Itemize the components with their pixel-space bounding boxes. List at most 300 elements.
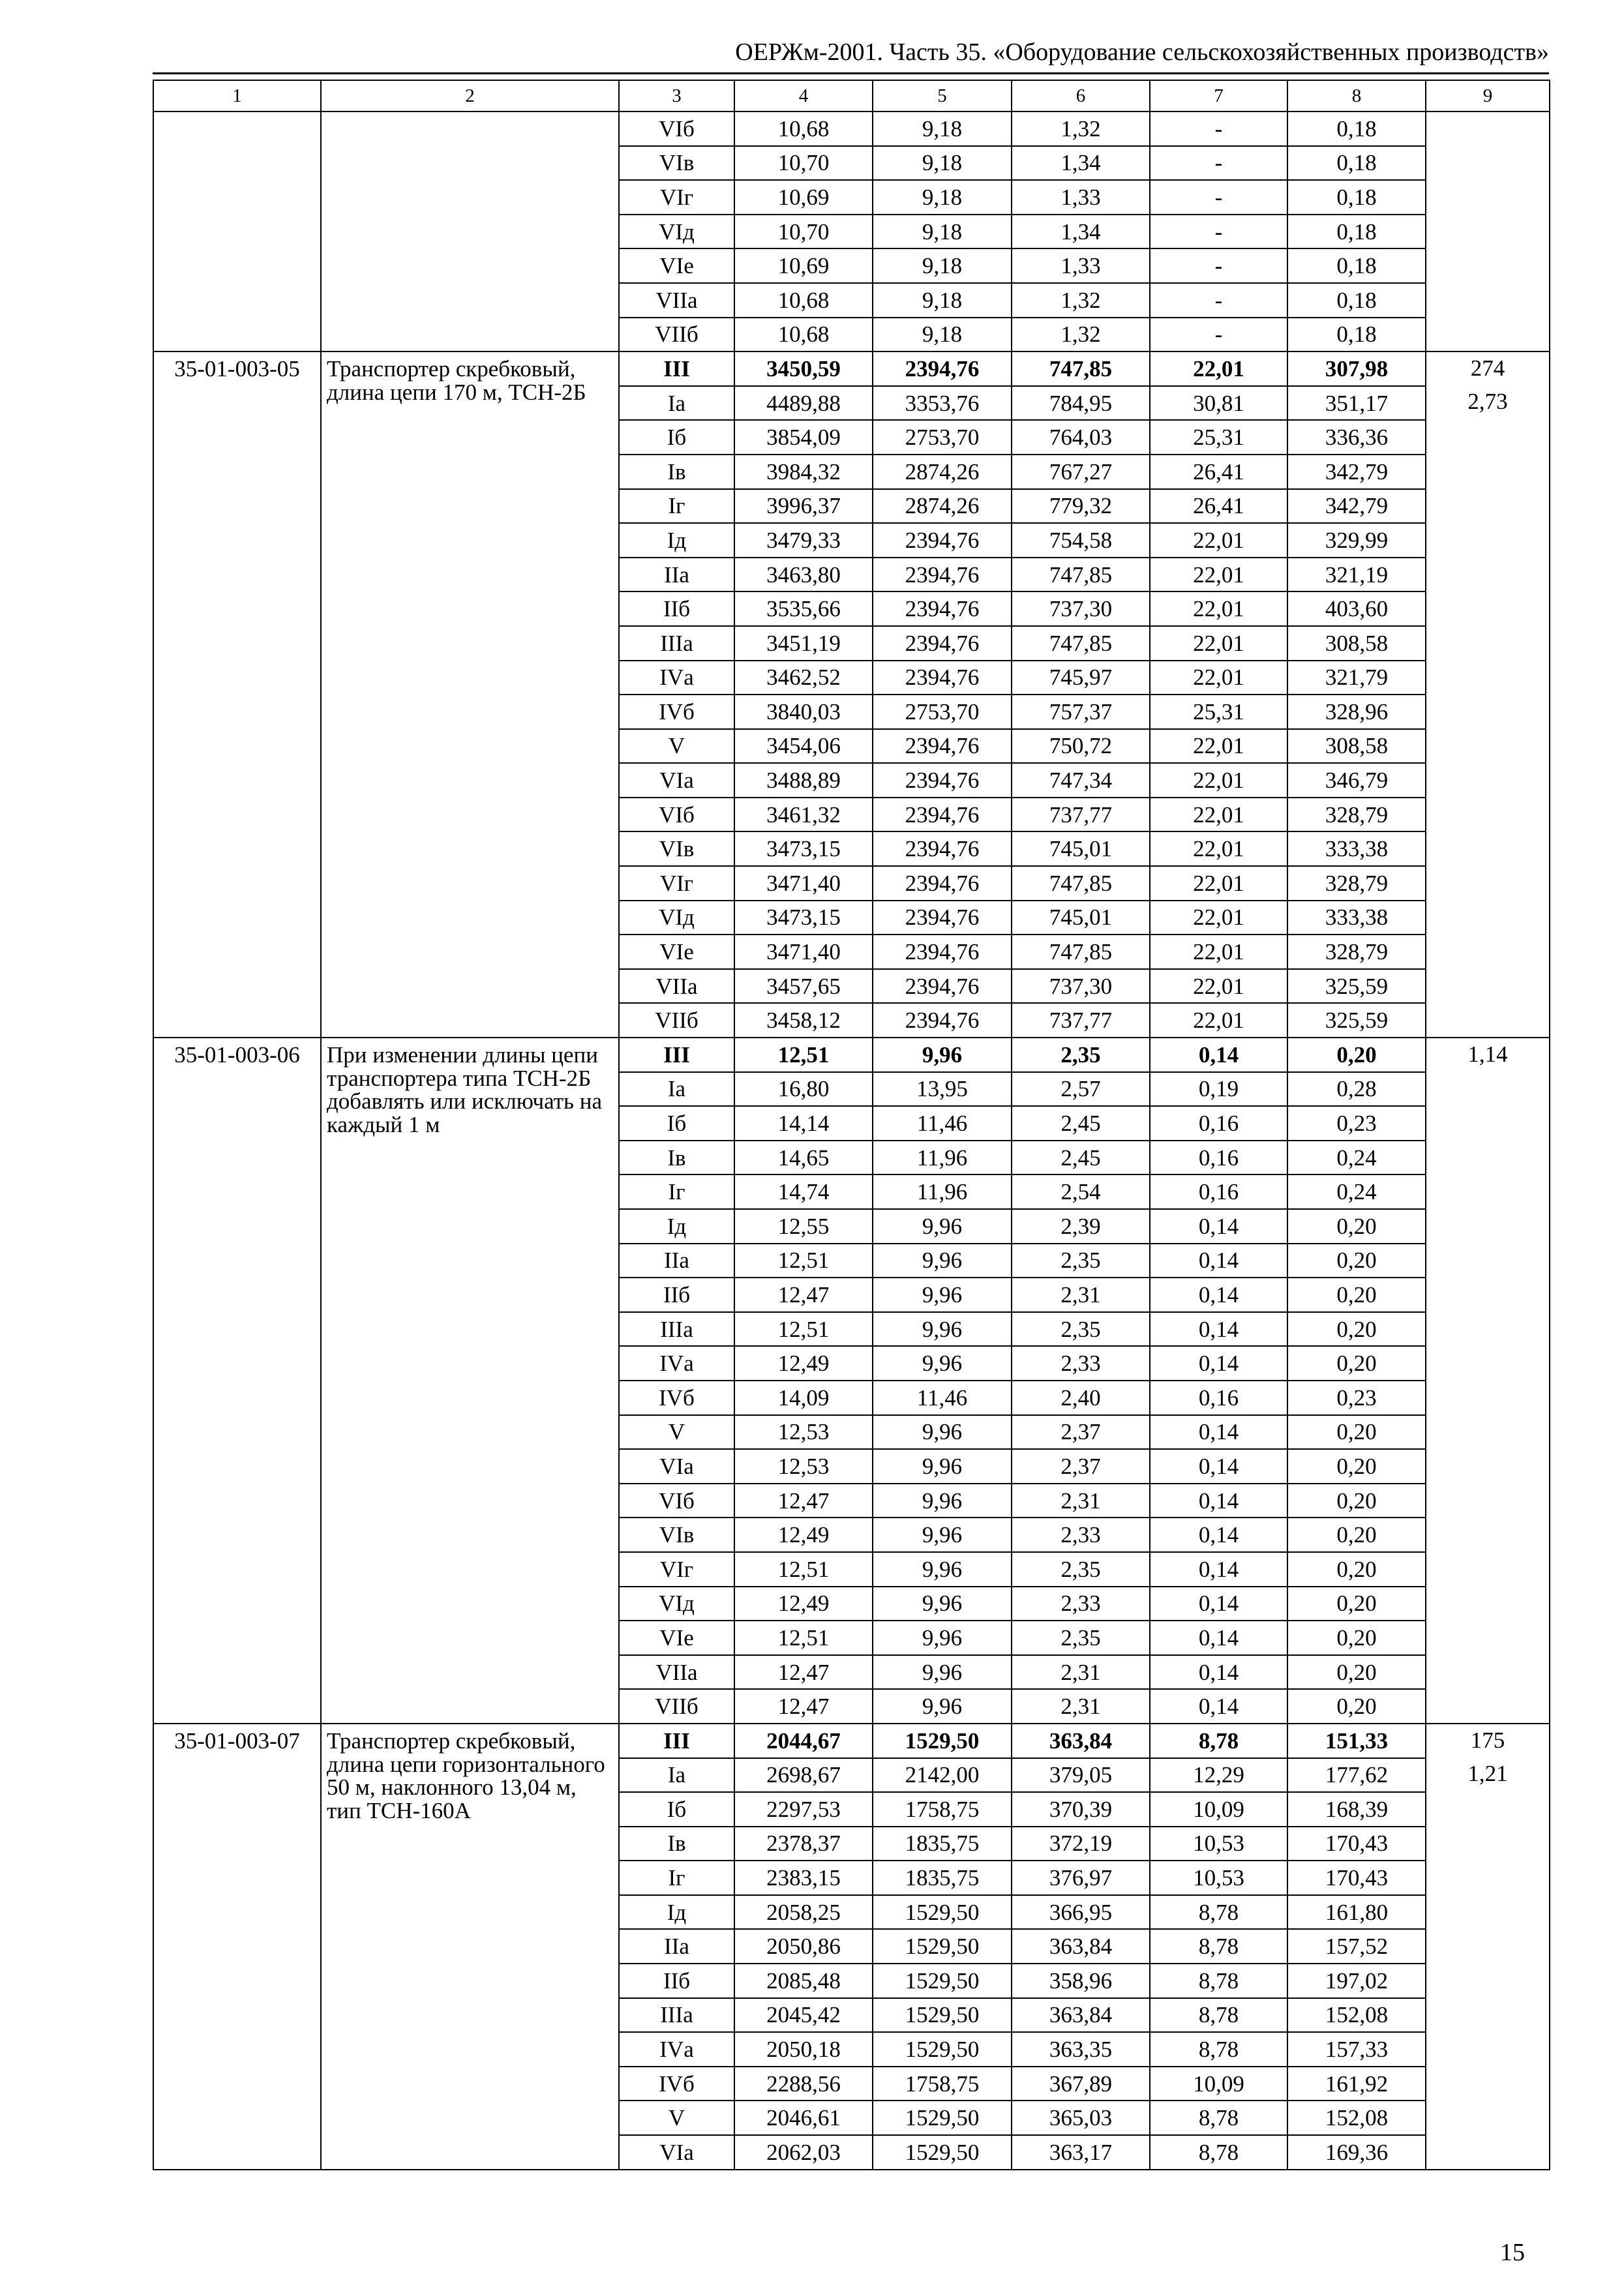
machine-cost-cell: 745,01	[1012, 901, 1150, 935]
column-number: 3	[619, 80, 734, 112]
driver-wages-cell: -	[1150, 248, 1287, 283]
zone-cell: IIIа	[619, 1312, 734, 1347]
direct-cost-cell: 2062,03	[734, 2135, 873, 2170]
driver-wages-cell: 22,01	[1150, 935, 1287, 969]
materials-cost-cell: 197,02	[1287, 1964, 1426, 1998]
machine-cost-cell: 379,05	[1012, 1758, 1150, 1793]
rate-code: 35-01-003-06	[153, 1038, 321, 1724]
driver-wages-cell: 10,09	[1150, 1792, 1287, 1827]
wages-cell: 2394,76	[873, 935, 1012, 969]
materials-cost-cell: 152,08	[1287, 2101, 1426, 2135]
materials-cost-cell: 0,20	[1287, 1038, 1426, 1072]
machine-cost-cell: 1,32	[1012, 318, 1150, 352]
driver-wages-cell: 22,01	[1150, 969, 1287, 1004]
direct-cost-cell: 10,68	[734, 283, 873, 318]
wages-cell: 9,96	[873, 1346, 1012, 1381]
zone-cell: Iд	[619, 523, 734, 558]
wages-cell: 9,96	[873, 1038, 1012, 1072]
materials-cost-cell: 325,59	[1287, 1003, 1426, 1038]
driver-wages-cell: -	[1150, 215, 1287, 249]
header-rule	[153, 72, 1549, 74]
wages-cell: 1758,75	[873, 1792, 1012, 1827]
wages-cell: 2142,00	[873, 1758, 1012, 1793]
page-header: ОЕРЖм-2001. Часть 35. «Оборудование сельскохозяйственных производств»	[735, 38, 1549, 66]
driver-wages-cell: 8,78	[1150, 2135, 1287, 2170]
column-number: 8	[1287, 80, 1426, 112]
wages-cell: 9,96	[873, 1449, 1012, 1484]
machine-cost-cell: 1,33	[1012, 180, 1150, 215]
zone-cell: IVа	[619, 1346, 734, 1381]
materials-cost-cell: 329,99	[1287, 523, 1426, 558]
direct-cost-cell: 10,68	[734, 112, 873, 146]
column-number: 7	[1150, 80, 1287, 112]
machine-cost-cell: 737,30	[1012, 969, 1150, 1004]
direct-cost-cell: 3488,89	[734, 763, 873, 798]
wages-cell: 9,96	[873, 1278, 1012, 1312]
driver-wages-cell: 22,01	[1150, 763, 1287, 798]
materials-cost-cell: 351,17	[1287, 386, 1426, 421]
direct-cost-cell: 14,14	[734, 1106, 873, 1141]
direct-cost-cell: 12,49	[734, 1518, 873, 1552]
materials-cost-cell: 321,19	[1287, 558, 1426, 592]
driver-wages-cell: 0,14	[1150, 1449, 1287, 1484]
zone-cell: IIб	[619, 591, 734, 626]
direct-cost-cell: 12,51	[734, 1621, 873, 1655]
materials-cost-cell: 177,62	[1287, 1758, 1426, 1793]
zone-cell: VIа	[619, 1449, 734, 1484]
machine-cost-cell: 2,40	[1012, 1381, 1150, 1415]
labor-cost-value: 1,21	[1467, 1760, 1508, 1786]
machine-cost-cell: 2,35	[1012, 1552, 1150, 1587]
direct-cost-cell: 12,47	[734, 1484, 873, 1518]
machine-cost-cell: 737,77	[1012, 1003, 1150, 1038]
driver-wages-cell: 0,14	[1150, 1209, 1287, 1244]
direct-cost-cell: 10,70	[734, 215, 873, 249]
driver-wages-cell: 0,14	[1150, 1312, 1287, 1347]
zone-cell: IIIа	[619, 626, 734, 661]
materials-cost-cell: 336,36	[1287, 420, 1426, 455]
machine-cost-cell: 2,45	[1012, 1141, 1150, 1175]
materials-cost-cell: 0,20	[1287, 1689, 1426, 1724]
materials-cost-cell: 0,20	[1287, 1244, 1426, 1278]
zone-cell: Iг	[619, 489, 734, 524]
machine-cost-cell: 1,34	[1012, 215, 1150, 249]
labor-cost-cell	[1426, 112, 1550, 352]
materials-cost-cell: 170,43	[1287, 1827, 1426, 1861]
machine-cost-cell: 747,34	[1012, 763, 1150, 798]
zone-cell: VIд	[619, 1587, 734, 1621]
materials-cost-cell: 157,33	[1287, 2032, 1426, 2067]
zone-cell: VIг	[619, 180, 734, 215]
machine-cost-cell: 1,32	[1012, 112, 1150, 146]
zone-cell: III	[619, 1038, 734, 1072]
direct-cost-cell: 12,51	[734, 1312, 873, 1347]
driver-wages-cell: 8,78	[1150, 1895, 1287, 1930]
wages-cell: 9,18	[873, 318, 1012, 352]
driver-wages-cell: 22,01	[1150, 831, 1287, 866]
materials-cost-cell: 0,18	[1287, 112, 1426, 146]
driver-wages-cell: 8,78	[1150, 1724, 1287, 1758]
wages-cell: 2394,76	[873, 798, 1012, 832]
wages-cell: 1529,50	[873, 1929, 1012, 1964]
wages-cell: 1529,50	[873, 2135, 1012, 2170]
driver-wages-cell: 8,78	[1150, 2101, 1287, 2135]
wages-cell: 13,95	[873, 1072, 1012, 1107]
driver-wages-cell: -	[1150, 180, 1287, 215]
machine-cost-cell: 747,85	[1012, 866, 1150, 901]
zone-cell: VIIа	[619, 969, 734, 1004]
direct-cost-cell: 14,09	[734, 1381, 873, 1415]
machine-cost-cell: 2,31	[1012, 1484, 1150, 1518]
driver-wages-cell: 0,14	[1150, 1038, 1287, 1072]
rate-code	[153, 112, 321, 352]
materials-cost-cell: 169,36	[1287, 2135, 1426, 2170]
zone-cell: IVб	[619, 2067, 734, 2101]
direct-cost-cell: 12,51	[734, 1244, 873, 1278]
zone-cell: VIд	[619, 901, 734, 935]
wages-cell: 9,96	[873, 1552, 1012, 1587]
wages-cell: 9,96	[873, 1655, 1012, 1690]
zone-cell: IIб	[619, 1964, 734, 1998]
wages-cell: 1529,50	[873, 1964, 1012, 1998]
machine-cost-cell: 2,37	[1012, 1415, 1150, 1450]
driver-wages-cell: 0,16	[1150, 1381, 1287, 1415]
wages-cell: 2394,76	[873, 831, 1012, 866]
materials-cost-cell: 0,18	[1287, 283, 1426, 318]
driver-wages-cell: 0,16	[1150, 1174, 1287, 1209]
direct-cost-cell: 10,69	[734, 180, 873, 215]
wages-cell: 9,96	[873, 1415, 1012, 1450]
labor-cost-cell	[1426, 1724, 1550, 2170]
rate-name: При изменении длины цепи транспортера типа ТСН-2Б добавлять или исключать на каждый 1 м	[321, 1038, 619, 1724]
materials-cost-cell: 308,58	[1287, 626, 1426, 661]
machine-cost-cell: 2,31	[1012, 1655, 1150, 1690]
machine-cost-cell: 363,84	[1012, 1724, 1150, 1758]
materials-cost-cell: 0,20	[1287, 1484, 1426, 1518]
materials-cost-cell: 0,24	[1287, 1141, 1426, 1175]
machine-cost-cell: 370,39	[1012, 1792, 1150, 1827]
wages-cell: 1835,75	[873, 1827, 1012, 1861]
zone-cell: IVа	[619, 661, 734, 695]
zone-cell: IIа	[619, 558, 734, 592]
machine-cost-cell: 363,17	[1012, 2135, 1150, 2170]
direct-cost-cell: 12,47	[734, 1655, 873, 1690]
materials-cost-cell: 0,20	[1287, 1209, 1426, 1244]
wages-cell: 2394,76	[873, 969, 1012, 1004]
wages-cell: 1529,50	[873, 1998, 1012, 2033]
materials-cost-cell: 0,18	[1287, 215, 1426, 249]
direct-cost-cell: 2044,67	[734, 1724, 873, 1758]
rate-name: Транспортер скребковый, длина цепи 170 м, ТСН-2Б	[321, 352, 619, 1038]
wages-cell: 1529,50	[873, 2101, 1012, 2135]
machine-cost-cell: 764,03	[1012, 420, 1150, 455]
wages-cell: 9,96	[873, 1621, 1012, 1655]
wages-cell: 9,18	[873, 215, 1012, 249]
wages-cell: 9,18	[873, 248, 1012, 283]
zone-cell: Iд	[619, 1209, 734, 1244]
zone-cell: Iд	[619, 1895, 734, 1930]
direct-cost-cell: 12,55	[734, 1209, 873, 1244]
direct-cost-cell: 2297,53	[734, 1792, 873, 1827]
driver-wages-cell: 12,29	[1150, 1758, 1287, 1793]
driver-wages-cell: 0,16	[1150, 1141, 1287, 1175]
rate-name: Транспортер скребковый, длина цепи горизонтального 50 м, наклонного 13,04 м, тип ТСН-160А	[321, 1724, 619, 2170]
zone-cell: Iв	[619, 1141, 734, 1175]
direct-cost-cell: 4489,88	[734, 386, 873, 421]
driver-wages-cell: 8,78	[1150, 1998, 1287, 2033]
wages-cell: 11,46	[873, 1381, 1012, 1415]
zone-cell: VIе	[619, 935, 734, 969]
zone-cell: Iа	[619, 1072, 734, 1107]
direct-cost-cell: 2050,86	[734, 1929, 873, 1964]
page-number: 15	[1500, 2239, 1525, 2266]
materials-cost-cell: 342,79	[1287, 489, 1426, 524]
zone-cell: Iг	[619, 1861, 734, 1895]
driver-wages-cell: 0,14	[1150, 1415, 1287, 1450]
zone-cell: III	[619, 352, 734, 386]
machine-cost-cell: 2,35	[1012, 1244, 1150, 1278]
column-number: 6	[1012, 80, 1150, 112]
machine-cost-cell: 747,85	[1012, 352, 1150, 386]
zone-cell: VIе	[619, 1621, 734, 1655]
zone-cell: Iб	[619, 1792, 734, 1827]
driver-wages-cell: 26,41	[1150, 489, 1287, 524]
driver-wages-cell: 0,19	[1150, 1072, 1287, 1107]
driver-wages-cell: 25,31	[1150, 420, 1287, 455]
driver-wages-cell: 22,01	[1150, 661, 1287, 695]
materials-cost-cell: 0,24	[1287, 1174, 1426, 1209]
driver-wages-cell: 10,09	[1150, 2067, 1287, 2101]
machine-cost-cell: 737,30	[1012, 591, 1150, 626]
zone-cell: VIв	[619, 831, 734, 866]
direct-cost-cell: 12,47	[734, 1278, 873, 1312]
materials-cost-cell: 0,23	[1287, 1381, 1426, 1415]
direct-cost-cell: 12,53	[734, 1415, 873, 1450]
driver-wages-cell: 0,16	[1150, 1106, 1287, 1141]
machine-cost-cell: 779,32	[1012, 489, 1150, 524]
driver-wages-cell: 22,01	[1150, 626, 1287, 661]
zone-cell: VIб	[619, 1484, 734, 1518]
machine-cost-cell: 754,58	[1012, 523, 1150, 558]
zone-cell: IVб	[619, 695, 734, 729]
wages-cell: 2394,76	[873, 558, 1012, 592]
zone-cell: IIа	[619, 1244, 734, 1278]
labor-cost-value: 274	[1470, 355, 1505, 382]
zone-cell: III	[619, 1724, 734, 1758]
driver-wages-cell: -	[1150, 318, 1287, 352]
driver-wages-cell: -	[1150, 146, 1287, 181]
materials-cost-cell: 0,20	[1287, 1621, 1426, 1655]
direct-cost-cell: 3450,59	[734, 352, 873, 386]
labor-cost-cell	[1426, 1038, 1550, 1724]
materials-cost-cell: 308,58	[1287, 729, 1426, 764]
materials-cost-cell: 0,18	[1287, 248, 1426, 283]
driver-wages-cell: 10,53	[1150, 1827, 1287, 1861]
materials-cost-cell: 168,39	[1287, 1792, 1426, 1827]
wages-cell: 9,96	[873, 1587, 1012, 1621]
wages-cell: 1529,50	[873, 2032, 1012, 2067]
materials-cost-cell: 0,20	[1287, 1587, 1426, 1621]
machine-cost-cell: 2,57	[1012, 1072, 1150, 1107]
machine-cost-cell: 2,45	[1012, 1106, 1150, 1141]
table-row	[153, 112, 1550, 146]
wages-cell: 2394,76	[873, 523, 1012, 558]
driver-wages-cell: 8,78	[1150, 1929, 1287, 1964]
machine-cost-cell: 1,32	[1012, 283, 1150, 318]
machine-cost-cell: 784,95	[1012, 386, 1150, 421]
materials-cost-cell: 0,20	[1287, 1518, 1426, 1552]
wages-cell: 9,96	[873, 1518, 1012, 1552]
machine-cost-cell: 2,33	[1012, 1587, 1150, 1621]
materials-cost-cell: 0,20	[1287, 1346, 1426, 1381]
wages-cell: 2394,76	[873, 866, 1012, 901]
driver-wages-cell: 0,14	[1150, 1518, 1287, 1552]
wages-cell: 2874,26	[873, 489, 1012, 524]
table-row	[153, 1038, 1550, 1072]
rate-code: 35-01-003-07	[153, 1724, 321, 2170]
machine-cost-cell: 747,85	[1012, 558, 1150, 592]
machine-cost-cell: 747,85	[1012, 626, 1150, 661]
materials-cost-cell: 151,33	[1287, 1724, 1426, 1758]
machine-cost-cell: 2,37	[1012, 1449, 1150, 1484]
labor-cost-value: 1,14	[1467, 1041, 1508, 1068]
zone-cell: IIIа	[619, 1998, 734, 2033]
materials-cost-cell: 0,20	[1287, 1552, 1426, 1587]
zone-cell: VIб	[619, 798, 734, 832]
zone-cell: V	[619, 2101, 734, 2135]
driver-wages-cell: 22,01	[1150, 729, 1287, 764]
wages-cell: 1529,50	[873, 1724, 1012, 1758]
direct-cost-cell: 12,47	[734, 1689, 873, 1724]
wages-cell: 2394,76	[873, 626, 1012, 661]
direct-cost-cell: 12,49	[734, 1587, 873, 1621]
column-number: 5	[873, 80, 1012, 112]
table-row	[153, 1724, 1550, 1758]
driver-wages-cell: 30,81	[1150, 386, 1287, 421]
materials-cost-cell: 307,98	[1287, 352, 1426, 386]
zone-cell: Iв	[619, 1827, 734, 1861]
wages-cell: 2753,70	[873, 420, 1012, 455]
direct-cost-cell: 12,49	[734, 1346, 873, 1381]
driver-wages-cell: 0,14	[1150, 1587, 1287, 1621]
machine-cost-cell: 2,39	[1012, 1209, 1150, 1244]
driver-wages-cell: 25,31	[1150, 695, 1287, 729]
driver-wages-cell: 0,14	[1150, 1346, 1287, 1381]
driver-wages-cell: 22,01	[1150, 558, 1287, 592]
driver-wages-cell: 22,01	[1150, 523, 1287, 558]
materials-cost-cell: 328,79	[1287, 935, 1426, 969]
zone-cell: IVа	[619, 2032, 734, 2067]
materials-cost-cell: 161,80	[1287, 1895, 1426, 1930]
wages-cell: 1529,50	[873, 1895, 1012, 1930]
driver-wages-cell: 22,01	[1150, 591, 1287, 626]
machine-cost-cell: 757,37	[1012, 695, 1150, 729]
machine-cost-cell: 1,33	[1012, 248, 1150, 283]
zone-cell: VIIа	[619, 1655, 734, 1690]
machine-cost-cell: 363,35	[1012, 2032, 1150, 2067]
zone-cell: VIе	[619, 248, 734, 283]
zone-cell: VIа	[619, 2135, 734, 2170]
column-number-row	[153, 80, 1550, 112]
driver-wages-cell: 0,14	[1150, 1278, 1287, 1312]
direct-cost-cell: 2383,15	[734, 1861, 873, 1895]
wages-cell: 2394,76	[873, 763, 1012, 798]
machine-cost-cell: 750,72	[1012, 729, 1150, 764]
wages-cell: 2394,76	[873, 1003, 1012, 1038]
zone-cell: VIв	[619, 1518, 734, 1552]
machine-cost-cell: 2,35	[1012, 1312, 1150, 1347]
materials-cost-cell: 328,96	[1287, 695, 1426, 729]
materials-cost-cell: 170,43	[1287, 1861, 1426, 1895]
machine-cost-cell: 2,31	[1012, 1689, 1150, 1724]
zone-cell: V	[619, 729, 734, 764]
wages-cell: 9,96	[873, 1209, 1012, 1244]
driver-wages-cell: -	[1150, 112, 1287, 146]
zone-cell: Iа	[619, 386, 734, 421]
zone-cell: IVб	[619, 1381, 734, 1415]
direct-cost-cell: 14,74	[734, 1174, 873, 1209]
zone-cell: VIIа	[619, 283, 734, 318]
machine-cost-cell: 767,27	[1012, 455, 1150, 489]
direct-cost-cell: 2698,67	[734, 1758, 873, 1793]
materials-cost-cell: 325,59	[1287, 969, 1426, 1004]
zone-cell: VIа	[619, 763, 734, 798]
zone-cell: VIIб	[619, 1689, 734, 1724]
materials-cost-cell: 333,38	[1287, 901, 1426, 935]
wages-cell: 11,96	[873, 1141, 1012, 1175]
machine-cost-cell: 745,97	[1012, 661, 1150, 695]
direct-cost-cell: 3454,06	[734, 729, 873, 764]
wages-cell: 11,46	[873, 1106, 1012, 1141]
zone-cell: Iб	[619, 1106, 734, 1141]
direct-cost-cell: 10,69	[734, 248, 873, 283]
machine-cost-cell: 2,33	[1012, 1346, 1150, 1381]
wages-cell: 3353,76	[873, 386, 1012, 421]
zone-cell: VIб	[619, 112, 734, 146]
wages-cell: 2394,76	[873, 661, 1012, 695]
materials-cost-cell: 333,38	[1287, 831, 1426, 866]
wages-cell: 2394,76	[873, 352, 1012, 386]
materials-cost-cell: 342,79	[1287, 455, 1426, 489]
machine-cost-cell: 745,01	[1012, 831, 1150, 866]
driver-wages-cell: 0,14	[1150, 1244, 1287, 1278]
driver-wages-cell: 8,78	[1150, 1964, 1287, 1998]
materials-cost-cell: 0,20	[1287, 1449, 1426, 1484]
rates-table	[153, 80, 1550, 2170]
direct-cost-cell: 3461,32	[734, 798, 873, 832]
materials-cost-cell: 0,20	[1287, 1655, 1426, 1690]
materials-cost-cell: 321,79	[1287, 661, 1426, 695]
column-number: 4	[734, 80, 873, 112]
materials-cost-cell: 0,18	[1287, 318, 1426, 352]
rate-name	[321, 112, 619, 352]
machine-cost-cell: 366,95	[1012, 1895, 1150, 1930]
direct-cost-cell: 14,65	[734, 1141, 873, 1175]
materials-cost-cell: 328,79	[1287, 798, 1426, 832]
table-row	[153, 352, 1550, 386]
materials-cost-cell: 0,20	[1287, 1278, 1426, 1312]
rate-code: 35-01-003-05	[153, 352, 321, 1038]
materials-cost-cell: 161,92	[1287, 2067, 1426, 2101]
machine-cost-cell: 363,84	[1012, 1929, 1150, 1964]
machine-cost-cell: 2,54	[1012, 1174, 1150, 1209]
column-number: 1	[153, 80, 321, 112]
direct-cost-cell: 12,51	[734, 1038, 873, 1072]
direct-cost-cell: 3471,40	[734, 866, 873, 901]
wages-cell: 9,96	[873, 1484, 1012, 1518]
machine-cost-cell: 2,31	[1012, 1278, 1150, 1312]
driver-wages-cell: 22,01	[1150, 866, 1287, 901]
